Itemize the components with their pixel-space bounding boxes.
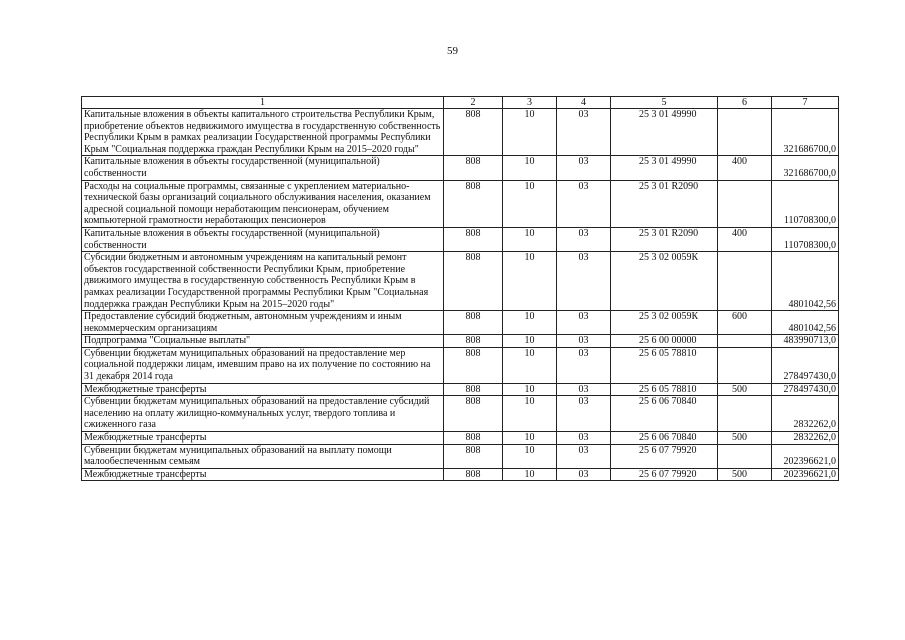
chapter-code-cell: 808 bbox=[444, 444, 503, 468]
amount-cell: 2832262,0 bbox=[772, 396, 839, 432]
description-cell: Субвенции бюджетам муниципальных образований на предоставление субсидий населению на оплату жилищно-коммунальных услуг, твердого топлива и сжиженного газа bbox=[82, 396, 444, 432]
header-cell: 1 bbox=[82, 97, 444, 109]
amount-cell: 4801042,56 bbox=[772, 252, 839, 311]
subsection-cell: 03 bbox=[557, 156, 611, 180]
budget-table bbox=[81, 96, 839, 481]
amount-cell: 321686700,0 bbox=[772, 156, 839, 180]
description-cell: Субвенции бюджетам муниципальных образований на выплату помощи малообеспеченным семьям bbox=[82, 444, 444, 468]
description-cell: Предоставление субсидий бюджетным, автономным учреждениям и иным некоммерческим организациям bbox=[82, 311, 444, 335]
description-cell: Межбюджетные трансферты bbox=[82, 432, 444, 445]
amount-cell: 202396621,0 bbox=[772, 468, 839, 481]
chapter-code-cell: 808 bbox=[444, 109, 503, 156]
target-article-cell: 25 6 05 78810 bbox=[611, 383, 718, 396]
table-row bbox=[82, 335, 839, 348]
chapter-code-cell: 808 bbox=[444, 311, 503, 335]
subsection-cell: 03 bbox=[557, 252, 611, 311]
target-article-cell: 25 3 01 R2090 bbox=[611, 180, 718, 227]
expense-type-cell: 500 bbox=[718, 383, 772, 396]
table-row bbox=[82, 252, 839, 311]
section-cell: 10 bbox=[503, 311, 557, 335]
expense-type-cell: 500 bbox=[718, 468, 772, 481]
chapter-code-cell: 808 bbox=[444, 396, 503, 432]
subsection-cell: 03 bbox=[557, 109, 611, 156]
chapter-code-cell: 808 bbox=[444, 383, 503, 396]
amount-cell: 278497430,0 bbox=[772, 347, 839, 383]
subsection-cell: 03 bbox=[557, 383, 611, 396]
description-cell: Межбюджетные трансферты bbox=[82, 468, 444, 481]
table-row bbox=[82, 396, 839, 432]
expense-type-cell: 600 bbox=[718, 311, 772, 335]
header-cell: 4 bbox=[557, 97, 611, 109]
section-cell: 10 bbox=[503, 383, 557, 396]
table-row bbox=[82, 156, 839, 180]
section-cell: 10 bbox=[503, 109, 557, 156]
description-cell: Межбюджетные трансферты bbox=[82, 383, 444, 396]
expense-type-cell bbox=[718, 109, 772, 156]
subsection-cell: 03 bbox=[557, 396, 611, 432]
chapter-code-cell: 808 bbox=[444, 335, 503, 348]
table-row bbox=[82, 432, 839, 445]
description-cell: Капитальные вложения в объекты государственной (муниципальной) собственности bbox=[82, 227, 444, 251]
table-row bbox=[82, 347, 839, 383]
section-cell: 10 bbox=[503, 396, 557, 432]
chapter-code-cell: 808 bbox=[444, 227, 503, 251]
description-cell: Подпрограмма "Социальные выплаты" bbox=[82, 335, 444, 348]
description-cell: Капитальные вложения в объекты капитального строительства Республики Крым, приобретение объектов недвижимого имущества в государственную собственность Республики Крым в рамках реализации Государственной программы Республики Крым "Социальная поддержка граждан Республики Крым на 2015–2020 годы" bbox=[82, 109, 444, 156]
table-row bbox=[82, 311, 839, 335]
subsection-cell: 03 bbox=[557, 311, 611, 335]
subsection-cell: 03 bbox=[557, 444, 611, 468]
description-cell: Субсидии бюджетным и автономным учреждениям на капитальный ремонт объектов государственной собственности Республики Крым, приобретение движимого имущества в государственную собственность Республики Крым в рамках реализации Государственной программы Республики Крым "Социальная поддержка граждан Республики Крым на 2015–2020 годы" bbox=[82, 252, 444, 311]
amount-cell: 483990713,0 bbox=[772, 335, 839, 348]
target-article-cell: 25 6 06 70840 bbox=[611, 432, 718, 445]
section-cell: 10 bbox=[503, 444, 557, 468]
target-article-cell: 25 6 06 70840 bbox=[611, 396, 718, 432]
chapter-code-cell: 808 bbox=[444, 432, 503, 445]
target-article-cell: 25 3 01 R2090 bbox=[611, 227, 718, 251]
chapter-code-cell: 808 bbox=[444, 156, 503, 180]
chapter-code-cell: 808 bbox=[444, 180, 503, 227]
table-row bbox=[82, 180, 839, 227]
table-row bbox=[82, 109, 839, 156]
section-cell: 10 bbox=[503, 347, 557, 383]
section-cell: 10 bbox=[503, 432, 557, 445]
expense-type-cell bbox=[718, 444, 772, 468]
page-number: 59 bbox=[447, 45, 458, 57]
header-cell: 5 bbox=[611, 97, 718, 109]
table-row bbox=[82, 383, 839, 396]
target-article-cell: 25 6 07 79920 bbox=[611, 468, 718, 481]
subsection-cell: 03 bbox=[557, 335, 611, 348]
expense-type-cell bbox=[718, 396, 772, 432]
table-row bbox=[82, 227, 839, 251]
expense-type-cell bbox=[718, 252, 772, 311]
chapter-code-cell: 808 bbox=[444, 347, 503, 383]
subsection-cell: 03 bbox=[557, 347, 611, 383]
subsection-cell: 03 bbox=[557, 468, 611, 481]
section-cell: 10 bbox=[503, 156, 557, 180]
expense-type-cell: 400 bbox=[718, 156, 772, 180]
section-cell: 10 bbox=[503, 468, 557, 481]
target-article-cell: 25 6 07 79920 bbox=[611, 444, 718, 468]
header-cell: 3 bbox=[503, 97, 557, 109]
table-header-row bbox=[82, 97, 839, 109]
amount-cell: 110708300,0 bbox=[772, 180, 839, 227]
table-row bbox=[82, 468, 839, 481]
chapter-code-cell: 808 bbox=[444, 252, 503, 311]
amount-cell: 278497430,0 bbox=[772, 383, 839, 396]
subsection-cell: 03 bbox=[557, 432, 611, 445]
target-article-cell: 25 6 00 00000 bbox=[611, 335, 718, 348]
header-cell: 6 bbox=[718, 97, 772, 109]
amount-cell: 202396621,0 bbox=[772, 444, 839, 468]
amount-cell: 321686700,0 bbox=[772, 109, 839, 156]
expense-type-cell: 500 bbox=[718, 432, 772, 445]
section-cell: 10 bbox=[503, 252, 557, 311]
section-cell: 10 bbox=[503, 335, 557, 348]
chapter-code-cell: 808 bbox=[444, 468, 503, 481]
expense-type-cell bbox=[718, 347, 772, 383]
subsection-cell: 03 bbox=[557, 227, 611, 251]
expense-type-cell: 400 bbox=[718, 227, 772, 251]
expense-type-cell bbox=[718, 180, 772, 227]
section-cell: 10 bbox=[503, 180, 557, 227]
subsection-cell: 03 bbox=[557, 180, 611, 227]
description-cell: Субвенции бюджетам муниципальных образований на предоставление мер социальной поддержки лицам, имевшим право на их получение по состоянию на 31 декабря 2014 года bbox=[82, 347, 444, 383]
target-article-cell: 25 3 02 0059К bbox=[611, 311, 718, 335]
target-article-cell: 25 3 01 49990 bbox=[611, 156, 718, 180]
header-cell: 2 bbox=[444, 97, 503, 109]
section-cell: 10 bbox=[503, 227, 557, 251]
expense-type-cell bbox=[718, 335, 772, 348]
target-article-cell: 25 3 01 49990 bbox=[611, 109, 718, 156]
target-article-cell: 25 3 02 0059К bbox=[611, 252, 718, 311]
description-cell: Капитальные вложения в объекты государственной (муниципальной) собственности bbox=[82, 156, 444, 180]
amount-cell: 110708300,0 bbox=[772, 227, 839, 251]
amount-cell: 4801042,56 bbox=[772, 311, 839, 335]
target-article-cell: 25 6 05 78810 bbox=[611, 347, 718, 383]
amount-cell: 2832262,0 bbox=[772, 432, 839, 445]
header-cell: 7 bbox=[772, 97, 839, 109]
table-row bbox=[82, 444, 839, 468]
description-cell: Расходы на социальные программы, связанные с укреплением материально-технической базы организаций социального обслуживания населения, оказанием адресной социальной помощи неработающим пенсионерам, обучением компьютерной грамотности неработающих пенсионеров bbox=[82, 180, 444, 227]
